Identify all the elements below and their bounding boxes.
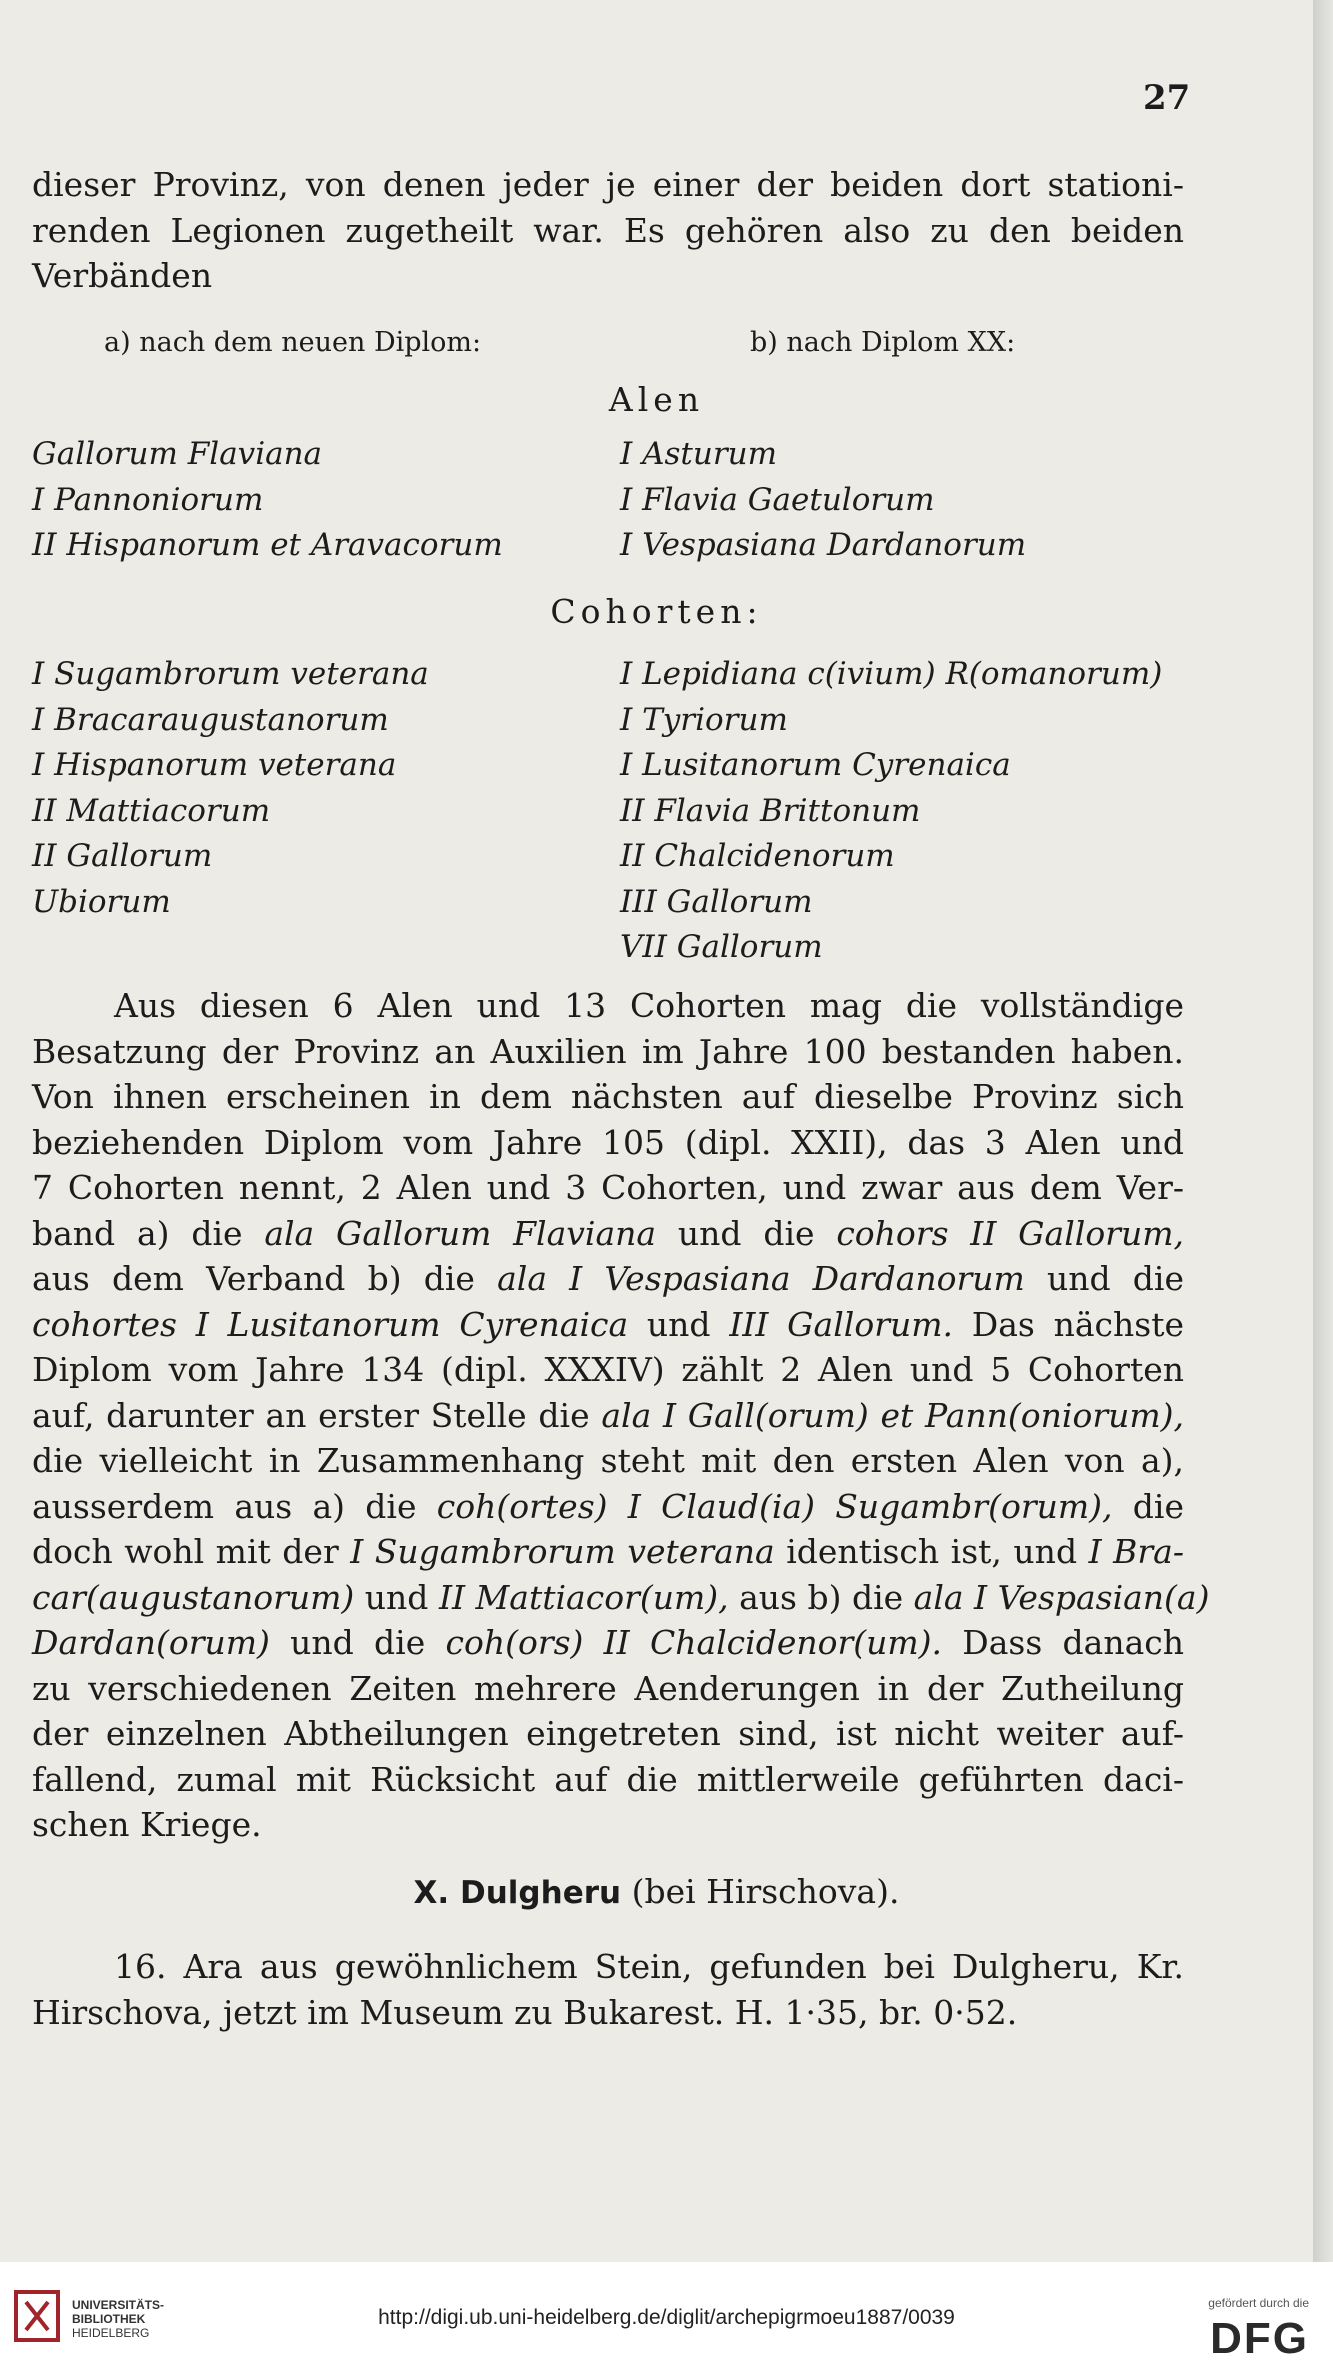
text-line: [32, 1393, 1184, 1439]
text-run-italic: ala I Vespasiana Dardanorum: [497, 1259, 1025, 1298]
list-item: II Chalcidenorum: [620, 838, 895, 874]
text-run: band a) die: [32, 1213, 265, 1253]
text-run: und die: [269, 1623, 446, 1662]
text-line: Von ihnen erscheinen in dem nächsten auf dieselbe Provinz sich: [32, 1077, 1184, 1116]
text-line: Hirschova, jetzt im Museum zu Bukarest. H. 1·35, br. 0·52.: [32, 1992, 1018, 2032]
permalink-url[interactable]: http://digi.ub.uni-heidelberg.de/diglit/archepigrmoeu1887/0039: [378, 2306, 955, 2329]
text-run-italic: III Gallorum.: [729, 1304, 954, 1344]
text-line: [32, 1211, 1184, 1257]
page-edge-shadow: [1313, 0, 1333, 2262]
text-line: die vielleicht in Zusammenhang steht mit den ersten Alen von a),: [32, 1441, 1184, 1480]
list-item: II Hispanorum et Aravacorum: [32, 527, 503, 563]
text-line: 16. Ara aus gewöhnlichem Stein, gefunden bei Dulgheru, Kr.: [114, 1947, 1184, 1986]
list-item: I Bracaraugustanorum: [32, 701, 389, 738]
text-run: auf, darunter an erster Stelle die: [32, 1395, 602, 1435]
section-title: X. Dulgheru: [413, 1875, 622, 1911]
text-run-italic: I Bra-: [1088, 1532, 1184, 1571]
text-run: Das nächste: [953, 1304, 1184, 1344]
text-run-italic: II Mattiacor(um),: [438, 1577, 729, 1617]
text-run: und die: [1024, 1259, 1185, 1298]
inscription-entry: [32, 1944, 1184, 2035]
list-item: I Asturum: [620, 436, 777, 472]
text-line: Aus diesen 6 Alen und 13 Cohorten mag die vollständige: [114, 986, 1184, 1025]
text-run-italic: car(augustanorum): [32, 1577, 355, 1617]
column-header-diplom-xx: b) nach Diplom XX:: [750, 327, 1016, 358]
text-line: dieser Provinz, von denen jeder je einer der beiden dort stationi-: [32, 165, 1184, 204]
text-line: renden Legionen zugetheilt war. Es gehören also zu den beiden: [32, 210, 1184, 250]
text-line: Diplom vom Jahre 134 (dipl. XXXIV) zählt 2 Alen und 5 Cohorten: [32, 1350, 1184, 1389]
digitization-footer: [0, 2262, 1333, 2374]
text-line: [32, 1575, 1210, 1621]
section-subtitle: (bei Hirschova).: [621, 1872, 900, 1911]
page-number: 27: [1143, 78, 1191, 118]
list-item: I Pannoniorum: [32, 481, 264, 518]
body-paragraph: [32, 983, 1210, 1848]
text-run: ausserdem aus a) die: [32, 1486, 437, 1526]
list-item: Ubiorum: [32, 883, 171, 920]
dfg-logo: DFG: [1210, 2314, 1309, 2363]
text-run-italic: cohortes I Lusitanorum Cyrenaica: [32, 1304, 629, 1344]
text-run-italic: Dardan(orum): [32, 1623, 270, 1662]
text-line: beziehenden Diplom vom Jahre 105 (dipl. XXII), das 3 Alen und: [32, 1122, 1184, 1162]
text-run-italic: ala I Vespasian(a): [913, 1577, 1210, 1617]
alen-list-new-diplom: [32, 432, 503, 569]
list-item: I Lepidiana c(ivium) R(omanorum): [620, 656, 1163, 692]
text-line: [32, 1302, 1184, 1348]
text-run: Dass danach: [942, 1623, 1184, 1662]
text-run-italic: coh(ortes) I Claud(ia) Sugambr(orum),: [436, 1486, 1113, 1526]
library-name-line: UNIVERSITÄTS-: [72, 2298, 165, 2312]
intro-paragraph: [32, 162, 1184, 299]
text-run: identisch ist, und: [774, 1532, 1089, 1571]
text-line: Verbänden: [32, 256, 213, 295]
list-item: I Flavia Gaetulorum: [620, 481, 935, 518]
column-header-new-diplom: a) nach dem neuen Diplom:: [104, 327, 482, 358]
library-name-line: BIBLIOTHEK: [72, 2312, 146, 2326]
alen-heading: Alen: [608, 380, 705, 419]
text-run: die: [1112, 1486, 1184, 1526]
list-item: I Tyriorum: [620, 701, 788, 738]
text-run-italic: ala Gallorum Flaviana: [264, 1213, 657, 1253]
text-line: zu verschiedenen Zeiten mehrere Aenderungen in der Zutheilung: [32, 1668, 1184, 1708]
list-item: Gallorum Flaviana: [32, 436, 323, 472]
list-item: II Flavia Brittonum: [620, 792, 921, 829]
text-run: und die: [656, 1213, 837, 1253]
list-item: VII Gallorum: [620, 929, 823, 965]
text-run: aus b) die: [728, 1577, 914, 1617]
cohorten-list-diplom-xx: [620, 652, 1162, 971]
text-run: und: [354, 1577, 439, 1617]
list-item: I Hispanorum veterana: [32, 747, 397, 783]
library-name-line: HEIDELBERG: [72, 2326, 150, 2340]
text-line: Besatzung der Provinz an Auxilien im Jahre 100 bestanden haben.: [32, 1031, 1184, 1071]
text-line: [32, 1529, 1184, 1575]
alen-list-diplom-xx: [620, 432, 1026, 569]
funding-note: gefördert durch die: [1208, 2296, 1309, 2310]
text-line: schen Kriege.: [32, 1805, 262, 1844]
list-item: I Vespasiana Dardanorum: [620, 527, 1027, 563]
text-run-italic: cohors II Gallorum,: [836, 1213, 1184, 1253]
text-run-italic: ala I Gall(orum) et Pann(oniorum),: [601, 1395, 1184, 1435]
text-line: [32, 1620, 1184, 1666]
text-line: [32, 1484, 1184, 1530]
section-heading: [0, 1872, 1313, 1911]
cohorten-heading: Cohorten:: [550, 592, 763, 631]
text-line: der einzelnen Abtheilungen eingetreten sind, ist nicht weiter auf-: [32, 1714, 1184, 1753]
list-item: III Gallorum: [620, 883, 813, 920]
list-item: II Mattiacorum: [32, 792, 271, 829]
text-run: und: [628, 1304, 730, 1344]
text-line: fallend, zumal mit Rücksicht auf die mittlerweile geführten daci-: [32, 1759, 1184, 1799]
text-line: 7 Cohorten nennt, 2 Alen und 3 Cohorten, und zwar aus dem Ver-: [32, 1168, 1184, 1207]
list-item: I Lusitanorum Cyrenaica: [620, 747, 1011, 783]
list-item: II Gallorum: [32, 838, 213, 874]
text-line: [32, 1256, 1184, 1302]
cohorten-list-new-diplom: [32, 652, 429, 925]
text-run: doch wohl mit der: [32, 1532, 351, 1571]
list-item: I Sugambrorum veterana: [32, 656, 429, 692]
text-run-italic: coh(ors) II Chalcidenor(um).: [445, 1623, 943, 1662]
text-run-italic: I Sugambrorum veterana: [350, 1532, 775, 1571]
text-run: aus dem Verband b) die: [32, 1259, 498, 1298]
